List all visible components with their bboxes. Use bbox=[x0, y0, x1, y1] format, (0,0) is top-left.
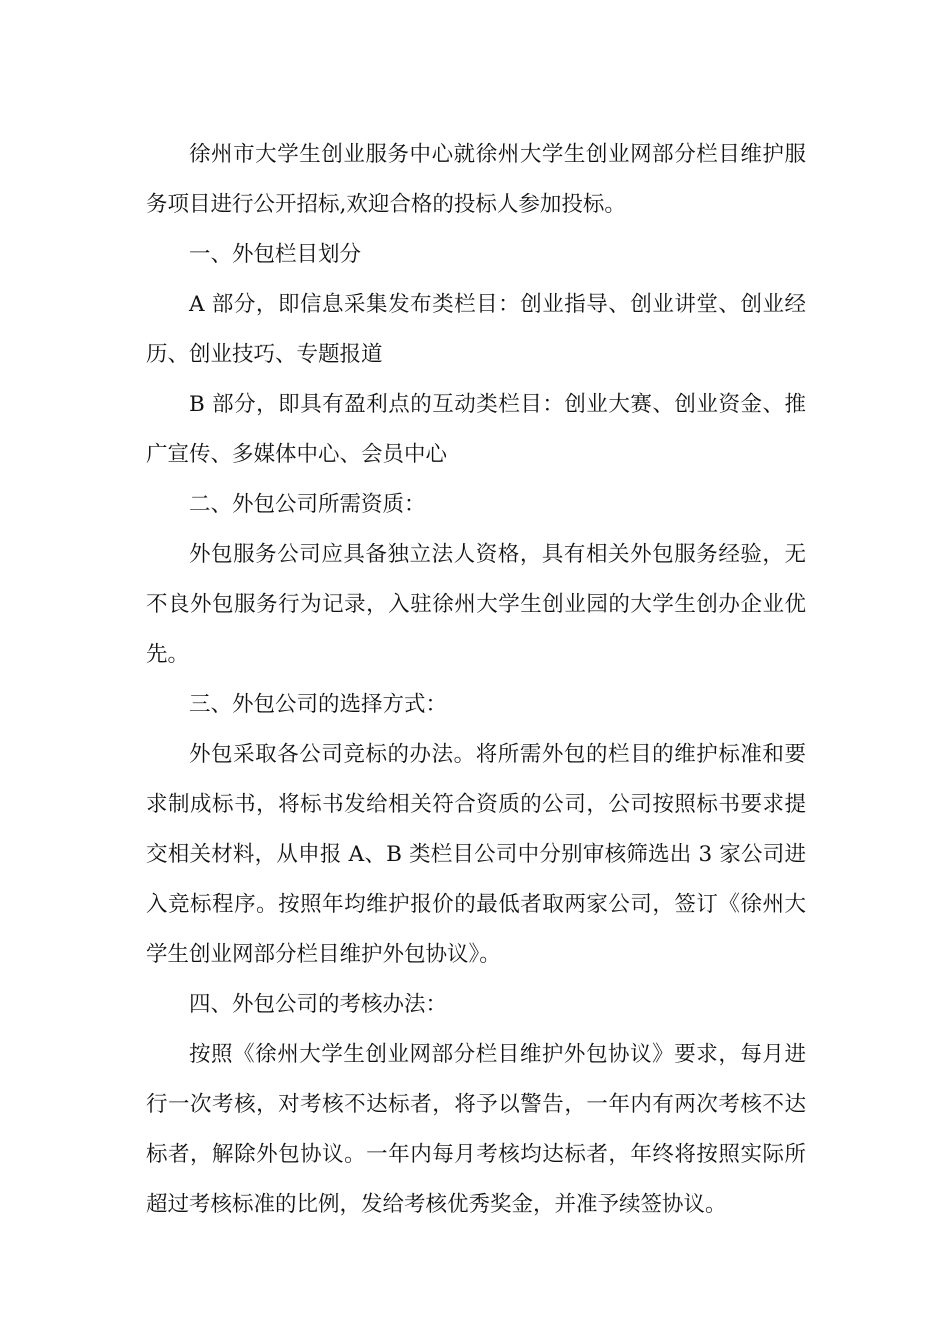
document-page bbox=[146, 130, 806, 1230]
part-a-paragraph: A 部分，即信息采集发布类栏目：创业指导、创业讲堂、创业经历、创业技巧、专题报道 bbox=[146, 292, 806, 367]
section-heading-2: 二、外包公司所需资质： bbox=[189, 492, 426, 517]
assessment-paragraph: 按照《徐州大学生创业网部分栏目维护外包协议》要求，每月进行一次考核，对考核不达标者，将予以警告，一年内有两次考核不达标者，解除外包协议。一年内每月考核均达标者，年终将按照实际所超过考核标准的比例，发给考核优秀奖金，并准予续签协议。 bbox=[146, 1042, 806, 1217]
intro-paragraph: 徐州市大学生创业服务中心就徐州大学生创业网部分栏目维护服务项目进行公开招标,欢迎合格的投标人参加投标。 bbox=[146, 142, 806, 217]
section-heading-4: 四、外包公司的考核办法： bbox=[189, 992, 448, 1017]
section-heading-3: 三、外包公司的选择方式： bbox=[189, 692, 448, 717]
qualification-paragraph: 外包服务公司应具备独立法人资格，具有相关外包服务经验，无不良外包服务行为记录，入驻徐州大学生创业园的大学生创办企业优先。 bbox=[146, 542, 806, 667]
selection-paragraph: 外包采取各公司竞标的办法。将所需外包的栏目的维护标准和要求制成标书，将标书发给相关符合资质的公司，公司按照标书要求提交相关材料，从申报 A、B 类栏目公司中分别审核筛选出 3 家公司进入竞标程序。按照年均维护报价的最低者取两家公司，签订《徐州大学生创业网部分栏目维护外包协议》。 bbox=[146, 742, 806, 967]
part-b-paragraph: B 部分，即具有盈利点的互动类栏目：创业大赛、创业资金、推广宣传、多媒体中心、会员中心 bbox=[146, 392, 806, 467]
section-heading-1: 一、外包栏目划分 bbox=[189, 242, 362, 267]
